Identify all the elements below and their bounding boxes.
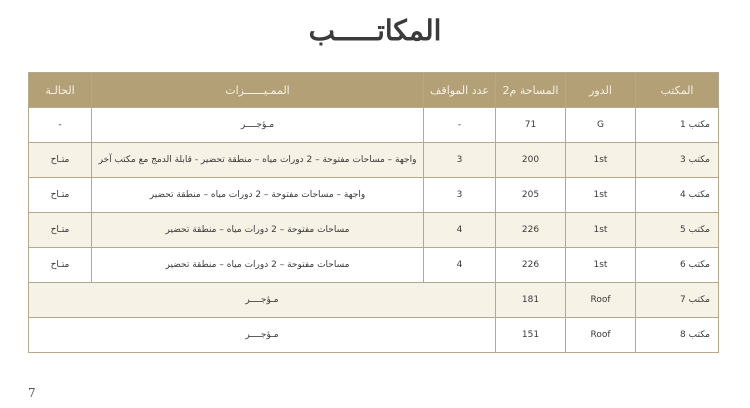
area-cell: 226 (496, 213, 566, 248)
table-row (29, 213, 719, 248)
table-header-row (29, 73, 719, 108)
features-cell: مـؤجــــر (29, 318, 496, 353)
floor-cell: 1st (566, 143, 636, 178)
parking-cell: 3 (424, 178, 496, 213)
header-status: الحالـة (29, 73, 92, 108)
features-cell: مساحات مفتوحة – 2 دورات مياه – منطقة تحضير (92, 248, 424, 283)
parking-cell: 4 (424, 248, 496, 283)
header-features: الممـيــــــزات (92, 73, 424, 108)
features-cell: مـؤجــــر (29, 283, 496, 318)
parking-cell: 4 (424, 213, 496, 248)
office-cell: مكتب 1 (636, 108, 719, 143)
office-cell: مكتب 6 (636, 248, 719, 283)
status-cell: متـاح (29, 248, 92, 283)
status-cell: - (29, 108, 92, 143)
page-number: 7 (28, 386, 36, 400)
office-cell: مكتب 7 (636, 283, 719, 318)
table-row (29, 143, 719, 178)
area-cell: 205 (496, 178, 566, 213)
floor-cell: Roof (566, 283, 636, 318)
table-row (29, 108, 719, 143)
table-row (29, 318, 719, 353)
status-cell: متـاح (29, 178, 92, 213)
office-cell: مكتب 3 (636, 143, 719, 178)
area-cell: 200 (496, 143, 566, 178)
floor-cell: G (566, 108, 636, 143)
header-floor: الدور (566, 73, 636, 108)
status-cell: متـاح (29, 143, 92, 178)
features-cell: مـؤجــــر (92, 108, 424, 143)
area-cell: 151 (496, 318, 566, 353)
area-cell: 71 (496, 108, 566, 143)
area-cell: 181 (496, 283, 566, 318)
floor-cell: Roof (566, 318, 636, 353)
floor-cell: 1st (566, 248, 636, 283)
page-title: المكاتـــــب (308, 14, 442, 47)
floor-cell: 1st (566, 178, 636, 213)
parking-cell: 3 (424, 143, 496, 178)
features-cell: واجهة – مساحات مفتوحة – 2 دورات مياه – منطقة تحضير (92, 178, 424, 213)
header-area: المساحة م2 (496, 73, 566, 108)
table-row (29, 248, 719, 283)
status-cell: متـاح (29, 213, 92, 248)
table-body (29, 108, 719, 353)
area-cell: 226 (496, 248, 566, 283)
parking-cell: - (424, 108, 496, 143)
office-cell: مكتب 8 (636, 318, 719, 353)
features-cell: مساحات مفتوحة – 2 دورات مياه – منطقة تحضير (92, 213, 424, 248)
features-cell: واجهة – مساحات مفتوحة – 2 دورات مياه – منطقة تحضير - قابلة الدمج مع مكتب آخر (92, 143, 424, 178)
office-cell: مكتب 5 (636, 213, 719, 248)
offices-table (28, 72, 719, 353)
table-row (29, 178, 719, 213)
header-parking: عدد المواقف (424, 73, 496, 108)
office-cell: مكتب 4 (636, 178, 719, 213)
header-office: المكتب (636, 73, 719, 108)
floor-cell: 1st (566, 213, 636, 248)
table-row (29, 283, 719, 318)
